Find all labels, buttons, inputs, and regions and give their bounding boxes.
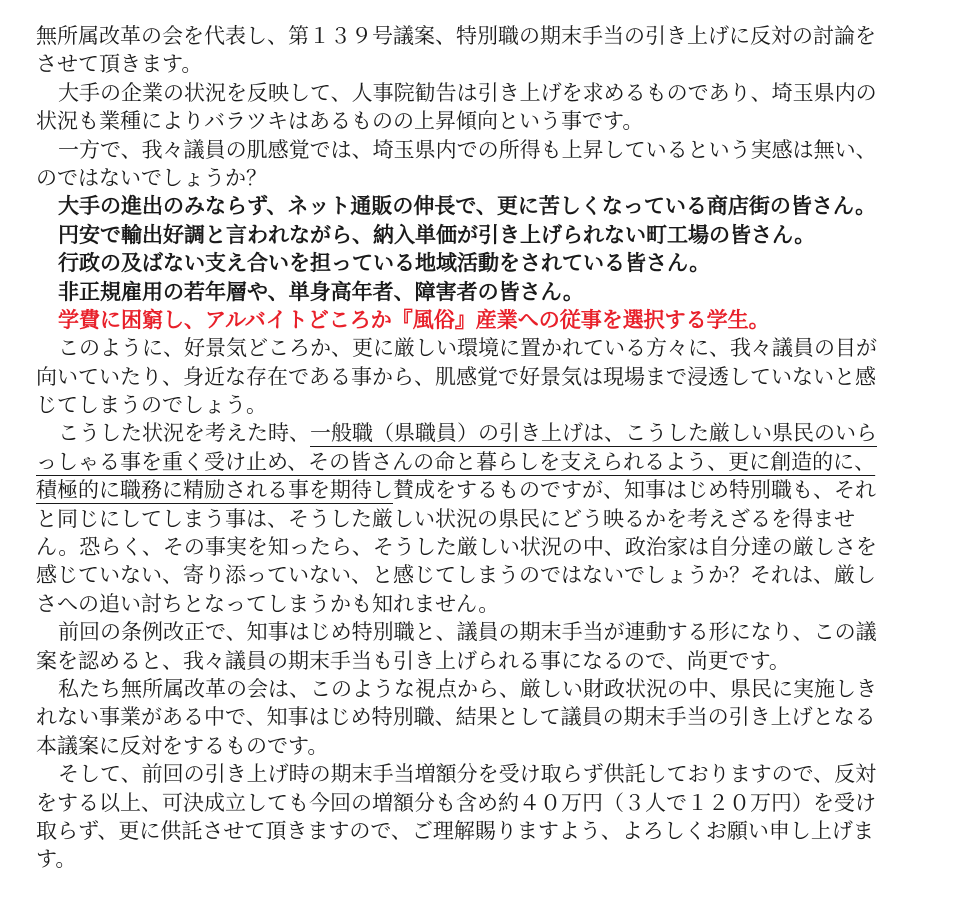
paragraph-3-line-1: 一方で、我々議員の肌感覚では、埼玉県内での所得も上昇しているという実感は無い、 bbox=[58, 137, 877, 162]
paragraph-2-line-2: 状況も業種によりバラツキはあるものの上昇傾向という事です。 bbox=[36, 109, 644, 134]
paragraph-5-line-6: 感じていない、寄り添っていない、と感じてしまうのではないでしょうか？それは、厳し bbox=[36, 563, 876, 588]
bold-item-4: 非正規雇用の若年層や、単身高年者、障害者の皆さん。 bbox=[58, 279, 584, 304]
paragraph-6-line-2: 案を認めると、我々議員の期末手当も引き上げられる事になるので、尚更です。 bbox=[36, 648, 790, 673]
paragraph-3-line-2: のではないでしょうか？ bbox=[36, 165, 267, 190]
paragraph-7-line-1: 私たち無所属改革の会は、このような視点から、厳しい財政状況の中、県民に実施しき bbox=[58, 676, 877, 701]
bold-item-1: 大手の進出のみならず、ネット通販の伸長で、更に苦しくなっている商店街の皆さん。 bbox=[58, 194, 877, 219]
paragraph-5-line-4: と同じにしてしまう事は、そうした厳しい状況の県民にどう映るかを考えざるを得ませ bbox=[36, 506, 855, 531]
paragraph-8-line-4: す。 bbox=[36, 847, 77, 872]
paragraph-7-line-2: れない事業がある中で、知事はじめ特別職、結果として議員の期末手当の引き上げとなる bbox=[36, 705, 876, 730]
paragraph-5-line-2 bbox=[36, 448, 936, 476]
paragraph-5-line-3 bbox=[36, 476, 936, 504]
paragraph-1-line-2: させて頂きます。 bbox=[36, 52, 203, 77]
paragraph-5-line-1 bbox=[36, 419, 936, 447]
bold-item-2: 円安で輸出好調と言われながら、納入単価が引き上げられない町工場の皆さん。 bbox=[58, 222, 816, 247]
paragraph-4-line-3: じてしまうのでしょう。 bbox=[36, 393, 267, 418]
paragraph-5-underlined-1: 一般職（県職員）の引き上げは、こうした厳しい県民のいら bbox=[310, 421, 877, 446]
paragraph-1-line-1: 無所属改革の会を代表し、第１３９号議案、特別職の期末手当の引き上げに反対の討論を bbox=[36, 24, 876, 48]
paragraph-5-line-7: さへの追い討ちとなってしまうかも知れません。 bbox=[36, 591, 500, 616]
bold-item-3: 行政の及ばない支え合いを担っている地域活動をされている皆さん。 bbox=[58, 251, 711, 276]
paragraph-5-plain-start: こうした状況を考えた時、 bbox=[58, 421, 310, 446]
red-emphasis-item: 学費に困窮し、アルバイトどころか『風俗』産業への従事を選択する学生。 bbox=[58, 307, 770, 332]
paragraph-6-line-1: 前回の条例改正で、知事はじめ特別職と、議員の期末手当が連動する形になり、この議 bbox=[58, 620, 877, 645]
paragraph-4-line-1: このように、好景気どころか、更に厳しい環境に置かれている方々に、我々議員の目が bbox=[58, 336, 877, 361]
paragraph-8-line-1: そして、前回の引き上げ時の期末手当増額分を受け取らず供託しておりますので、反対 bbox=[58, 762, 877, 787]
paragraph-5-underlined-3: 積極的に職務に精励される事を期待し bbox=[36, 478, 393, 503]
paragraph-5-plain-continue: 賛成をするものですが、知事はじめ特別職も、それ bbox=[393, 478, 876, 503]
paragraph-8-line-2: をする以上、可決成立しても今回の増額分も含め約４０万円（３人で１２０万円）を受け bbox=[36, 790, 876, 815]
paragraph-8-line-3: 取らず、更に供託させて頂きますので、ご理解賜りますよう、よろしくお願い申し上げま bbox=[36, 818, 874, 843]
paragraph-4-line-2: 向いていたり、身近な存在である事から、肌感覚で好景気は現場まで浸透していないと感 bbox=[36, 364, 876, 389]
paragraph-5-underlined-2: っしゃる事を重く受け止め、その皆さんの命と暮らしを支えられるよう、更に創造的に、 bbox=[36, 449, 876, 474]
paragraph-2-line-1: 大手の企業の状況を反映して、人事院勧告は引き上げを求めるものであり、埼玉県内の bbox=[58, 80, 877, 105]
speech-document bbox=[36, 22, 936, 874]
paragraph-5-line-5: ん。恐らく、その事実を知ったら、そうした厳しい状況の中、政治家は自分達の厳しさを bbox=[36, 535, 877, 560]
paragraph-7-line-3: 本議案に反対をするものです。 bbox=[36, 733, 329, 758]
